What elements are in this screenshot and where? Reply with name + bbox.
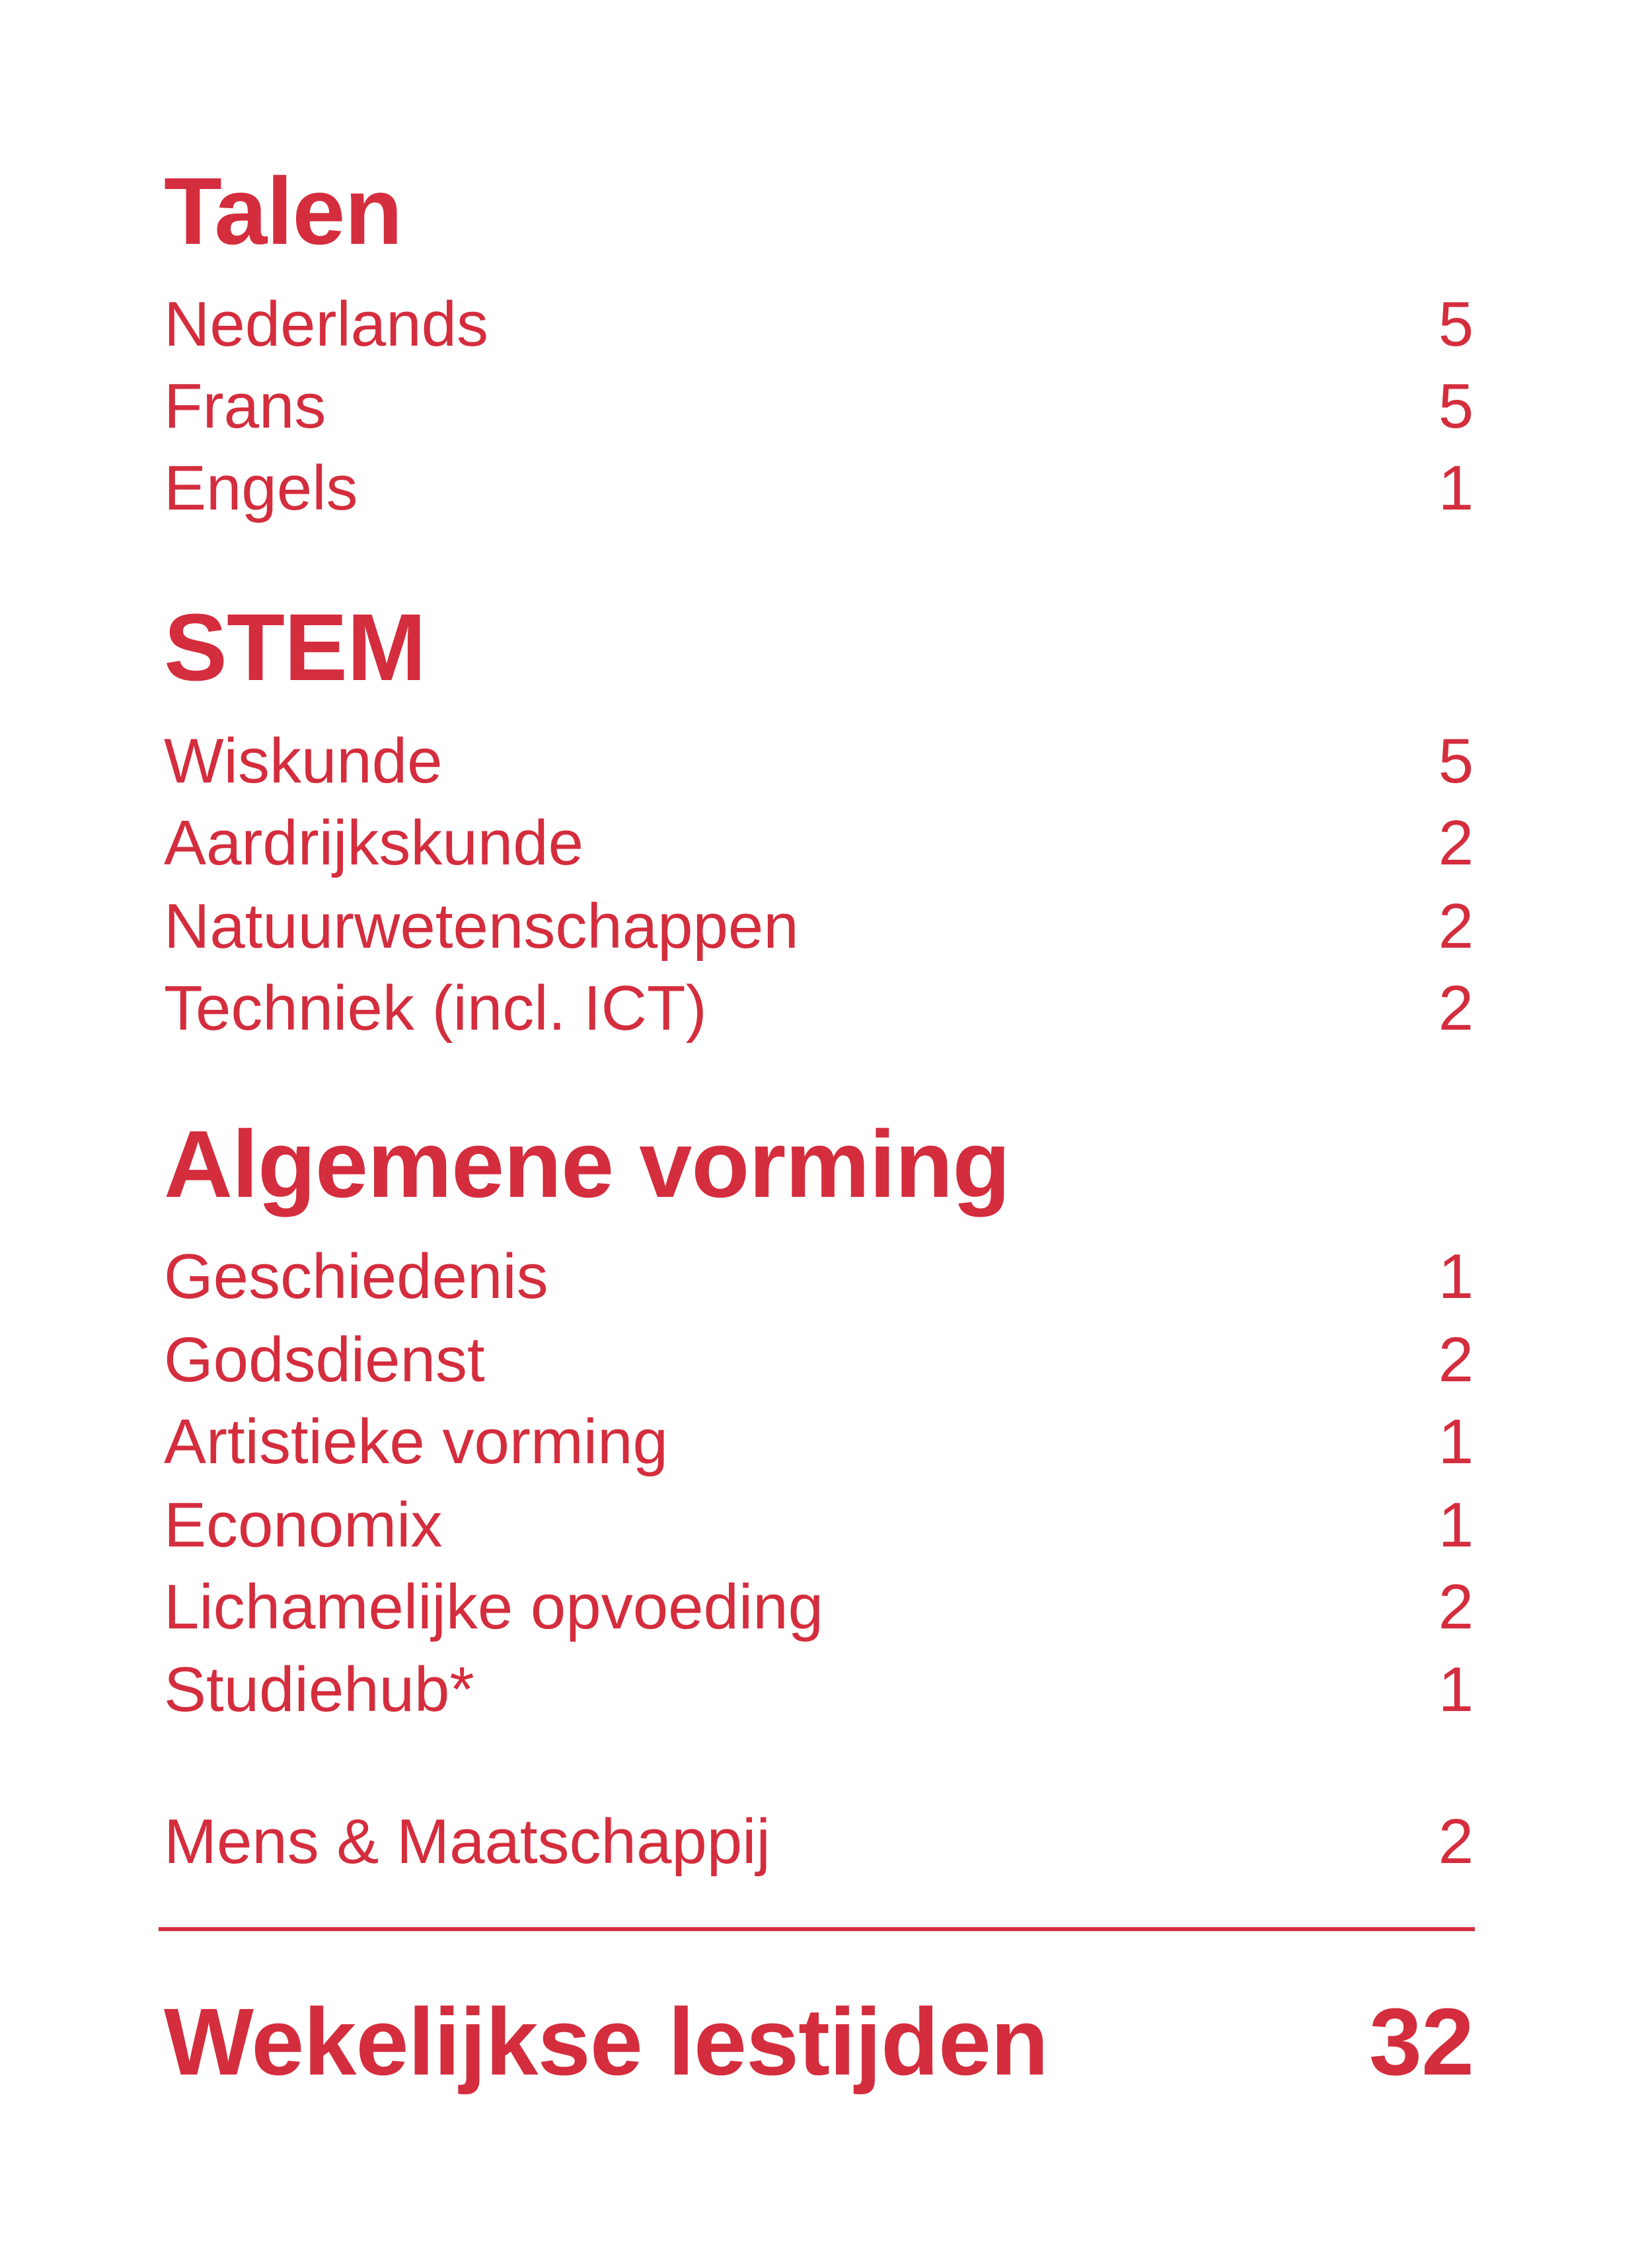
subject-hours: 2 (1438, 1806, 1474, 1877)
subject-label: Godsdienst (164, 1324, 485, 1395)
subject-row (164, 1401, 1474, 1483)
total-divider (159, 1927, 1475, 1931)
subject-row (164, 1319, 1474, 1401)
subject-label: Lichamelijke opvoeding (164, 1572, 823, 1642)
subject-hours: 2 (1438, 973, 1474, 1044)
subject-label: Economix (164, 1490, 443, 1560)
lesson-table (164, 0, 1474, 2249)
subject-label: Wiskunde (164, 726, 443, 796)
subject-hours: 2 (1438, 891, 1474, 962)
subject-row (164, 720, 1474, 802)
subject-row (164, 802, 1474, 884)
total-hours: 32 (1369, 1989, 1474, 2095)
subject-label: Mens & Maatschappij (164, 1806, 770, 1877)
subject-row (164, 1649, 1474, 1731)
subject-hours: 2 (1438, 1572, 1474, 1642)
subject-hours: 1 (1438, 1241, 1474, 1312)
subject-label: Artistieke vorming (164, 1406, 668, 1477)
subject-hours: 1 (1438, 1406, 1474, 1477)
subject-hours: 1 (1438, 453, 1474, 523)
subject-row (164, 284, 1474, 365)
subject-hours: 5 (1438, 371, 1474, 441)
subject-hours: 5 (1438, 726, 1474, 796)
subject-label: Geschiedenis (164, 1241, 548, 1312)
subject-row (164, 1484, 1474, 1566)
subject-row (164, 365, 1474, 447)
subject-label: Natuurwetenschappen (164, 891, 799, 962)
subject-label: Aardrijkskunde (164, 808, 583, 878)
subject-row (164, 1236, 1474, 1318)
subject-row (164, 886, 1474, 968)
subject-label: Techniek (incl. ICT) (164, 973, 707, 1044)
section-heading-stem: STEM (164, 594, 426, 701)
subject-label: Nederlands (164, 289, 488, 360)
total-label: Wekelijkse lestijden (164, 1989, 1049, 2095)
subject-row (164, 968, 1474, 1049)
subject-hours: 1 (1438, 1490, 1474, 1560)
subject-hours: 1 (1438, 1654, 1474, 1725)
subject-label: Studiehub* (164, 1654, 474, 1725)
subject-hours: 5 (1438, 289, 1474, 360)
section-heading-algemene-vorming: Algemene vorming (164, 1111, 1010, 1217)
subject-hours: 2 (1438, 808, 1474, 878)
subject-label: Engels (164, 453, 358, 523)
subject-row (164, 447, 1474, 529)
subject-row (164, 1566, 1474, 1648)
subject-hours: 2 (1438, 1324, 1474, 1395)
subject-row-extra (164, 1801, 1474, 1883)
section-heading-talen: Talen (164, 158, 402, 264)
subject-label: Frans (164, 371, 326, 441)
total-row (164, 1989, 1474, 2095)
